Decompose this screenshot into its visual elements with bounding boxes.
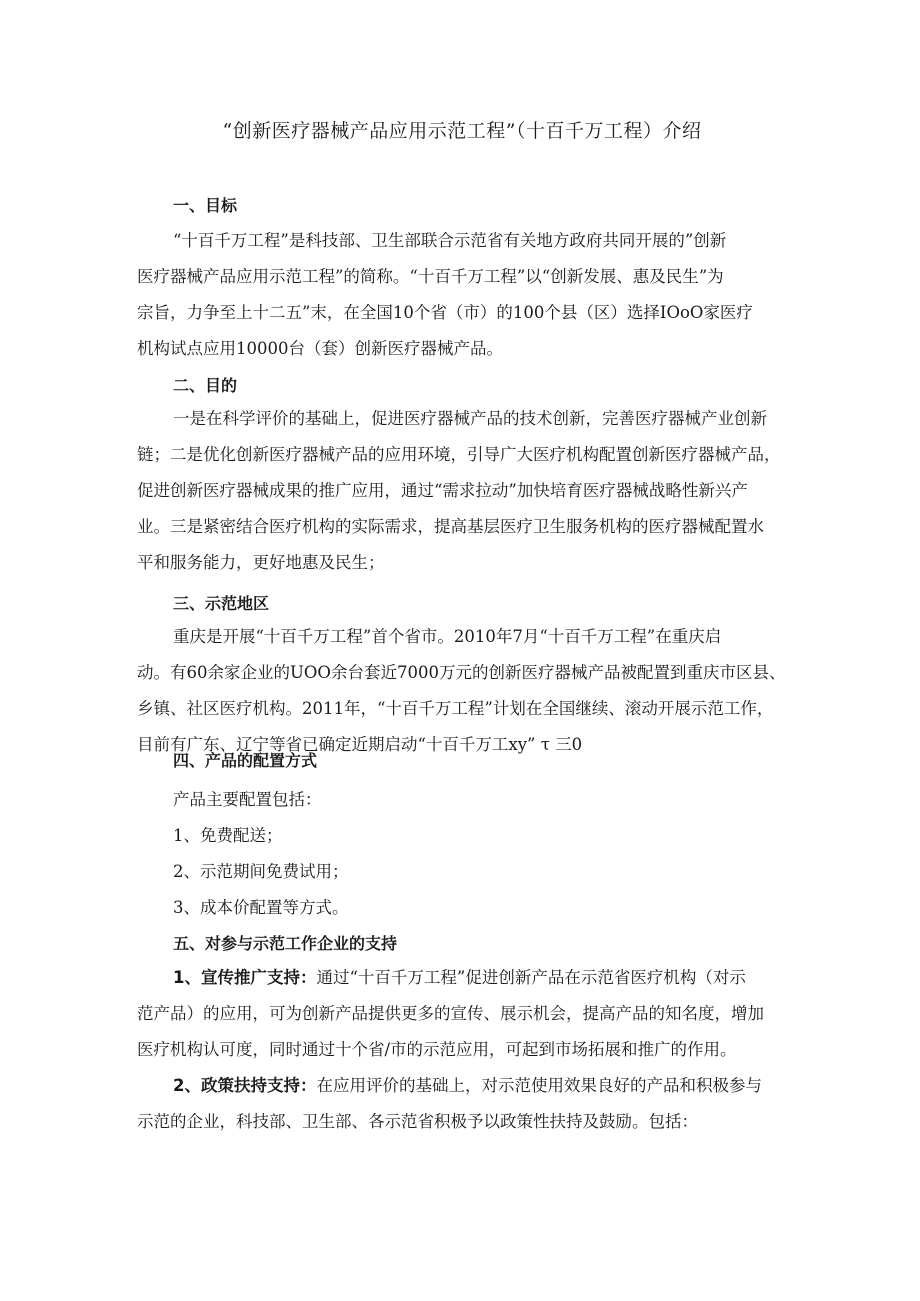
paragraph-line: 乡镇、社区医疗机构。2011年，“十百千万工程”计划在全国继续、滚动开展示范工作， bbox=[137, 699, 774, 718]
paragraph-line: 重庆是开展“十百千万工程”首个省市。2010年7月“十百千万工程”在重庆启 bbox=[173, 627, 722, 646]
support-paragraph-policy bbox=[137, 1068, 787, 1140]
section-heading-enterprise-support: 五、对参与示范工作企业的支持 bbox=[173, 934, 398, 953]
paragraph-line: “十百千万工程”是科技部、卫生部联合示范省有关地方政府共同开展的”创新 bbox=[173, 231, 727, 250]
config-item: 2、示范期间免费试用； bbox=[173, 862, 349, 881]
config-intro: 产品主要配置包括： bbox=[173, 790, 322, 809]
paragraph-line: 机构试点应用10000台（套）创新医疗器械产品。 bbox=[137, 339, 503, 358]
paragraph-line: 范产品）的应用，可为创新产品提供更多的宣传、展示机会，提高产品的知名度，增加 bbox=[137, 1004, 764, 1023]
paragraph-line: 一是在科学评价的基础上，促进医疗器械产品的技术创新，完善医疗器械产业创新 bbox=[173, 409, 767, 428]
section-heading-goal: 一、目标 bbox=[173, 196, 238, 215]
paragraph-line: 宗旨，力争至上十二五”末，在全国10个省（市）的100个县（区）选择IOoO家医疗 bbox=[137, 303, 753, 322]
paragraph-line: 动。有60余家企业的UOO余台套近7000万元的创新医疗器械产品被配置到重庆市区县、 bbox=[137, 663, 786, 682]
section-body-demo-region bbox=[137, 619, 787, 763]
paragraph-line: 医疗器械产品应用示范工程”的简称。“十百千万工程”以“创新发展、惠及民生”为 bbox=[137, 267, 724, 286]
support-paragraph-promotion bbox=[137, 960, 787, 1068]
paragraph-line: 目前有广东、辽宁等省已确定近期启动“十百千万工xy” τ 三0 bbox=[137, 735, 583, 754]
paragraph-line: 医疗机构认可度，同时通过十个省/市的示范应用，可起到市场拓展和推广的作用。 bbox=[137, 1040, 737, 1059]
section-body-purpose bbox=[137, 401, 787, 581]
promotion-lead: 1、宣传推广支持： bbox=[173, 968, 317, 987]
document-title: “创新医疗器械产品应用示范工程”（十百千万工程）介绍 bbox=[222, 120, 702, 142]
config-item: 1、免费配送； bbox=[173, 826, 283, 845]
paragraph-line: 业。三是紧密结合医疗机构的实际需求，提高基层医疗卫生服务机构的医疗器械配置水 bbox=[137, 517, 764, 536]
section-heading-demo-region: 三、示范地区 bbox=[173, 594, 270, 613]
policy-text: 在应用评价的基础上，对示范使用效果良好的产品和积极参与 bbox=[316, 1076, 762, 1095]
paragraph-line: 平和服务能力，更好地惠及民生； bbox=[137, 553, 385, 572]
paragraph-line bbox=[137, 960, 787, 996]
promotion-text: 通过“十百千万工程”促进创新产品在示范省医疗机构（对示 bbox=[316, 968, 746, 987]
policy-lead: 2、政策扶持支持： bbox=[173, 1076, 317, 1095]
paragraph-line: 促进创新医疗器械成果的推广应用，通过“需求拉动”加快培育医疗器械战略性新兴产 bbox=[137, 481, 748, 500]
section-body-goal bbox=[137, 223, 787, 367]
paragraph-line: 链；二是优化创新医疗器械产品的应用环境，引导广大医疗机构配置创新医疗器械产品， bbox=[137, 445, 781, 464]
paragraph-line: 示范的企业，科技部、卫生部、各示范省积极予以政策性扶持及鼓励。包括： bbox=[137, 1112, 698, 1131]
section-heading-config-method: 四、产品的配置方式 bbox=[173, 751, 318, 770]
config-item: 3、成本价配置等方式。 bbox=[173, 898, 349, 917]
paragraph-line bbox=[137, 1068, 787, 1104]
section-heading-purpose: 二、目的 bbox=[173, 376, 238, 395]
